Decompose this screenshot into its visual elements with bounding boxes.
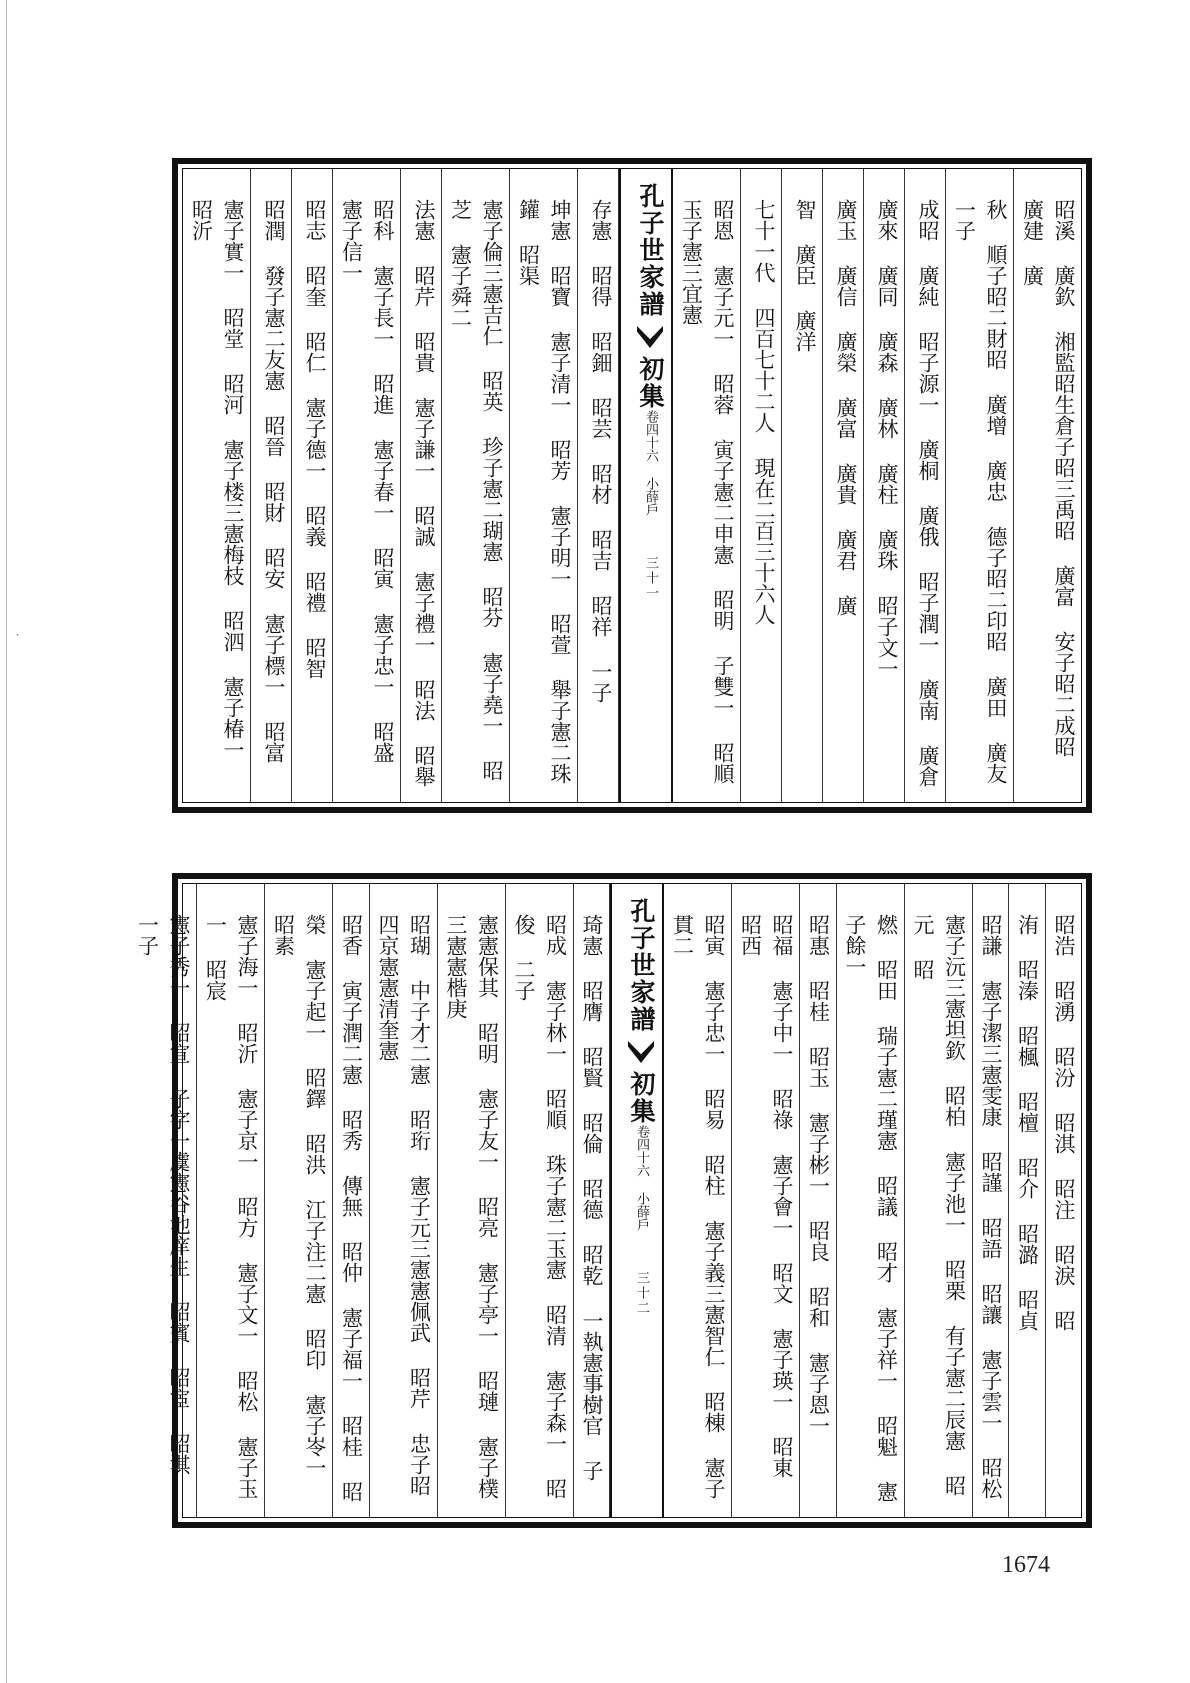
genealogy-column: 昭福 憲子中一 昭祿 憲子會一 昭文 憲子瑛一 昭東 昭西 [732,884,800,1517]
spine-folio: 三十一 [643,556,658,601]
genealogy-column: 榮 憲子起一 昭鐸 昭洪 江子注二憲 昭印 憲子岺一 昭素 [265,884,333,1517]
genealogy-column: 昭潤 發子憲二友憲 昭晉 昭財 昭安 憲子標一 昭富 [251,169,292,802]
genealogy-column: 琦憲 昭膺 昭賢 昭倫 昭德 昭乾 一執憲事樹官 子 [574,884,611,1517]
genealogy-column: 燃 昭田 瑞子憲二瑾憲 昭議 昭才 憲子祥一 昭魁 憲子餘一 [837,884,905,1517]
genealogy-column: 憲子倫三憲吉仁 昭英 珍子憲二瑚憲 昭芬 憲子堯一 昭芝 憲子舜二 [442,169,510,802]
genealogy-column: 秋 順子昭二財昭 廣增 廣忠 德子昭二印昭 廣田 廣友 一子 [946,169,1014,802]
spine-title-column [619,169,673,802]
genealogy-column: 七十一代 四百七十二人 現在二百三十六人 [741,169,782,802]
genealogy-column: 昭浩 昭湧 昭汾 昭淇 昭注 昭淚 昭 [1052,914,1076,1331]
spine-subtitle: 卷四十六 小薛戶 [634,1125,649,1231]
genealogy-column: 昭成 憲子林一 昭順 珠子憲二玉憲 昭清 憲子森一 昭俊 二子 [506,884,574,1517]
genealogy-column: 昭寅 憲子忠一 昭易 昭柱 憲子義三憲智仁 昭棟 憲子貫二 [664,884,732,1517]
block-columns [182,168,1082,808]
genealogy-column: 昭溪 廣欽 湘監昭生倉子昭三禹昭 廣富 安子昭二成昭 廣建 廣 [1020,199,1076,781]
genealogy-column: 昭恩 憲子元一 昭蓉 寅子憲二申憲 昭明 子雙一 昭順 玉子憲三宜憲 [673,169,741,802]
genealogy-column: 法憲 昭芹 昭貴 憲子謙一 昭誠 憲子禮一 昭法 昭舉 [401,169,442,802]
genealogy-block-upper [172,158,1092,813]
genealogy-column: 存憲 昭得 昭鈿 昭芸 昭材 昭吉 昭祥 一子 [578,169,619,802]
genealogy-column: 廣來 廣同 廣森 廣林 廣柱 廣珠 昭子文一 [864,169,905,802]
genealogy-column: 憲子海一 昭沂 憲子京一 昭方 憲子文一 昭松 憲子玉一 昭宸 [197,884,265,1517]
genealogy-column: 昭惠 昭桂 昭玉 憲子彬一 昭良 昭和 憲子恩一 [800,884,837,1517]
scan-edge-line [6,0,7,1683]
stray-mark: ・ [11,630,21,639]
genealogy-column: 洧 昭溱 昭楓 昭檀 昭介 昭潞 昭貞 [1009,884,1046,1517]
genealogy-column: 昭香 寅子潤二憲 昭秀 傳無 昭仲 憲子福一 昭桂 昭 [333,884,370,1517]
genealogy-column: 昭志 昭奎 昭仁 憲子德一 昭義 昭禮 昭智 [292,169,333,802]
spine-volume: 初集 [627,1071,656,1125]
block-columns [135,883,1082,1518]
spine-title: 孔子世家譜 [627,898,656,1033]
spine-folio: 三十二 [634,1271,649,1316]
spine-subtitle: 卷四十六 小薛戶 [643,410,658,516]
genealogy-column: 廣玉 廣信 廣榮 廣富 廣貴 廣君 廣 [823,169,864,802]
page-number: 1674 [1002,1552,1050,1578]
genealogy-column: 憲子實一 昭堂 昭河 憲子楼三憲梅枝 昭泗 憲子椿一 昭沂 [183,169,251,802]
spine-volume: 初集 [636,356,665,410]
fish-tail-mark-icon [637,326,663,348]
genealogy-column: 昭瑚 中子才二憲 昭珩 憲子元三憲憲佩武 昭芹 忠子昭四京憲憲清奎憲 [370,884,438,1517]
genealogy-column: 成昭 廣純 昭子源一 廣桐 廣俄 昭子潤一 廣南 廣倉 [905,169,946,802]
genealogy-column: 憲子沅三憲坦欽 昭柏 憲子池一 昭栗 有子憲二辰憲 昭元 昭 [905,884,973,1517]
genealogy-column: 憲子秀一 昭宣 子字一虞憲谷池庠生 昭賓 昭宦 昭淇 一子 [129,884,197,1517]
spine-title-column [610,884,664,1517]
genealogy-block-lower [135,873,1092,1528]
genealogy-column: 智 廣臣 廣洋 [782,169,823,802]
spine-title: 孔子世家譜 [636,183,665,318]
genealogy-column: 昭謙 憲子潔三憲雯康 昭謹 昭語 昭讓 憲子雲一 昭松 [973,884,1010,1517]
genealogy-column: 憲憲保其 昭明 憲子友一 昭亮 憲子亭一 昭璉 憲子樸三憲憲楷庚 [438,884,506,1517]
fish-tail-mark-icon [628,1041,654,1063]
genealogy-column: 坤憲 昭寶 憲子清一 昭芳 憲子明一 昭萱 舉子憲二珠鑵 昭渠 [510,169,578,802]
genealogy-column: 昭科 憲子長一 昭進 憲子春一 昭寅 憲子忠一 昭盛 憲子信一 [333,169,401,802]
